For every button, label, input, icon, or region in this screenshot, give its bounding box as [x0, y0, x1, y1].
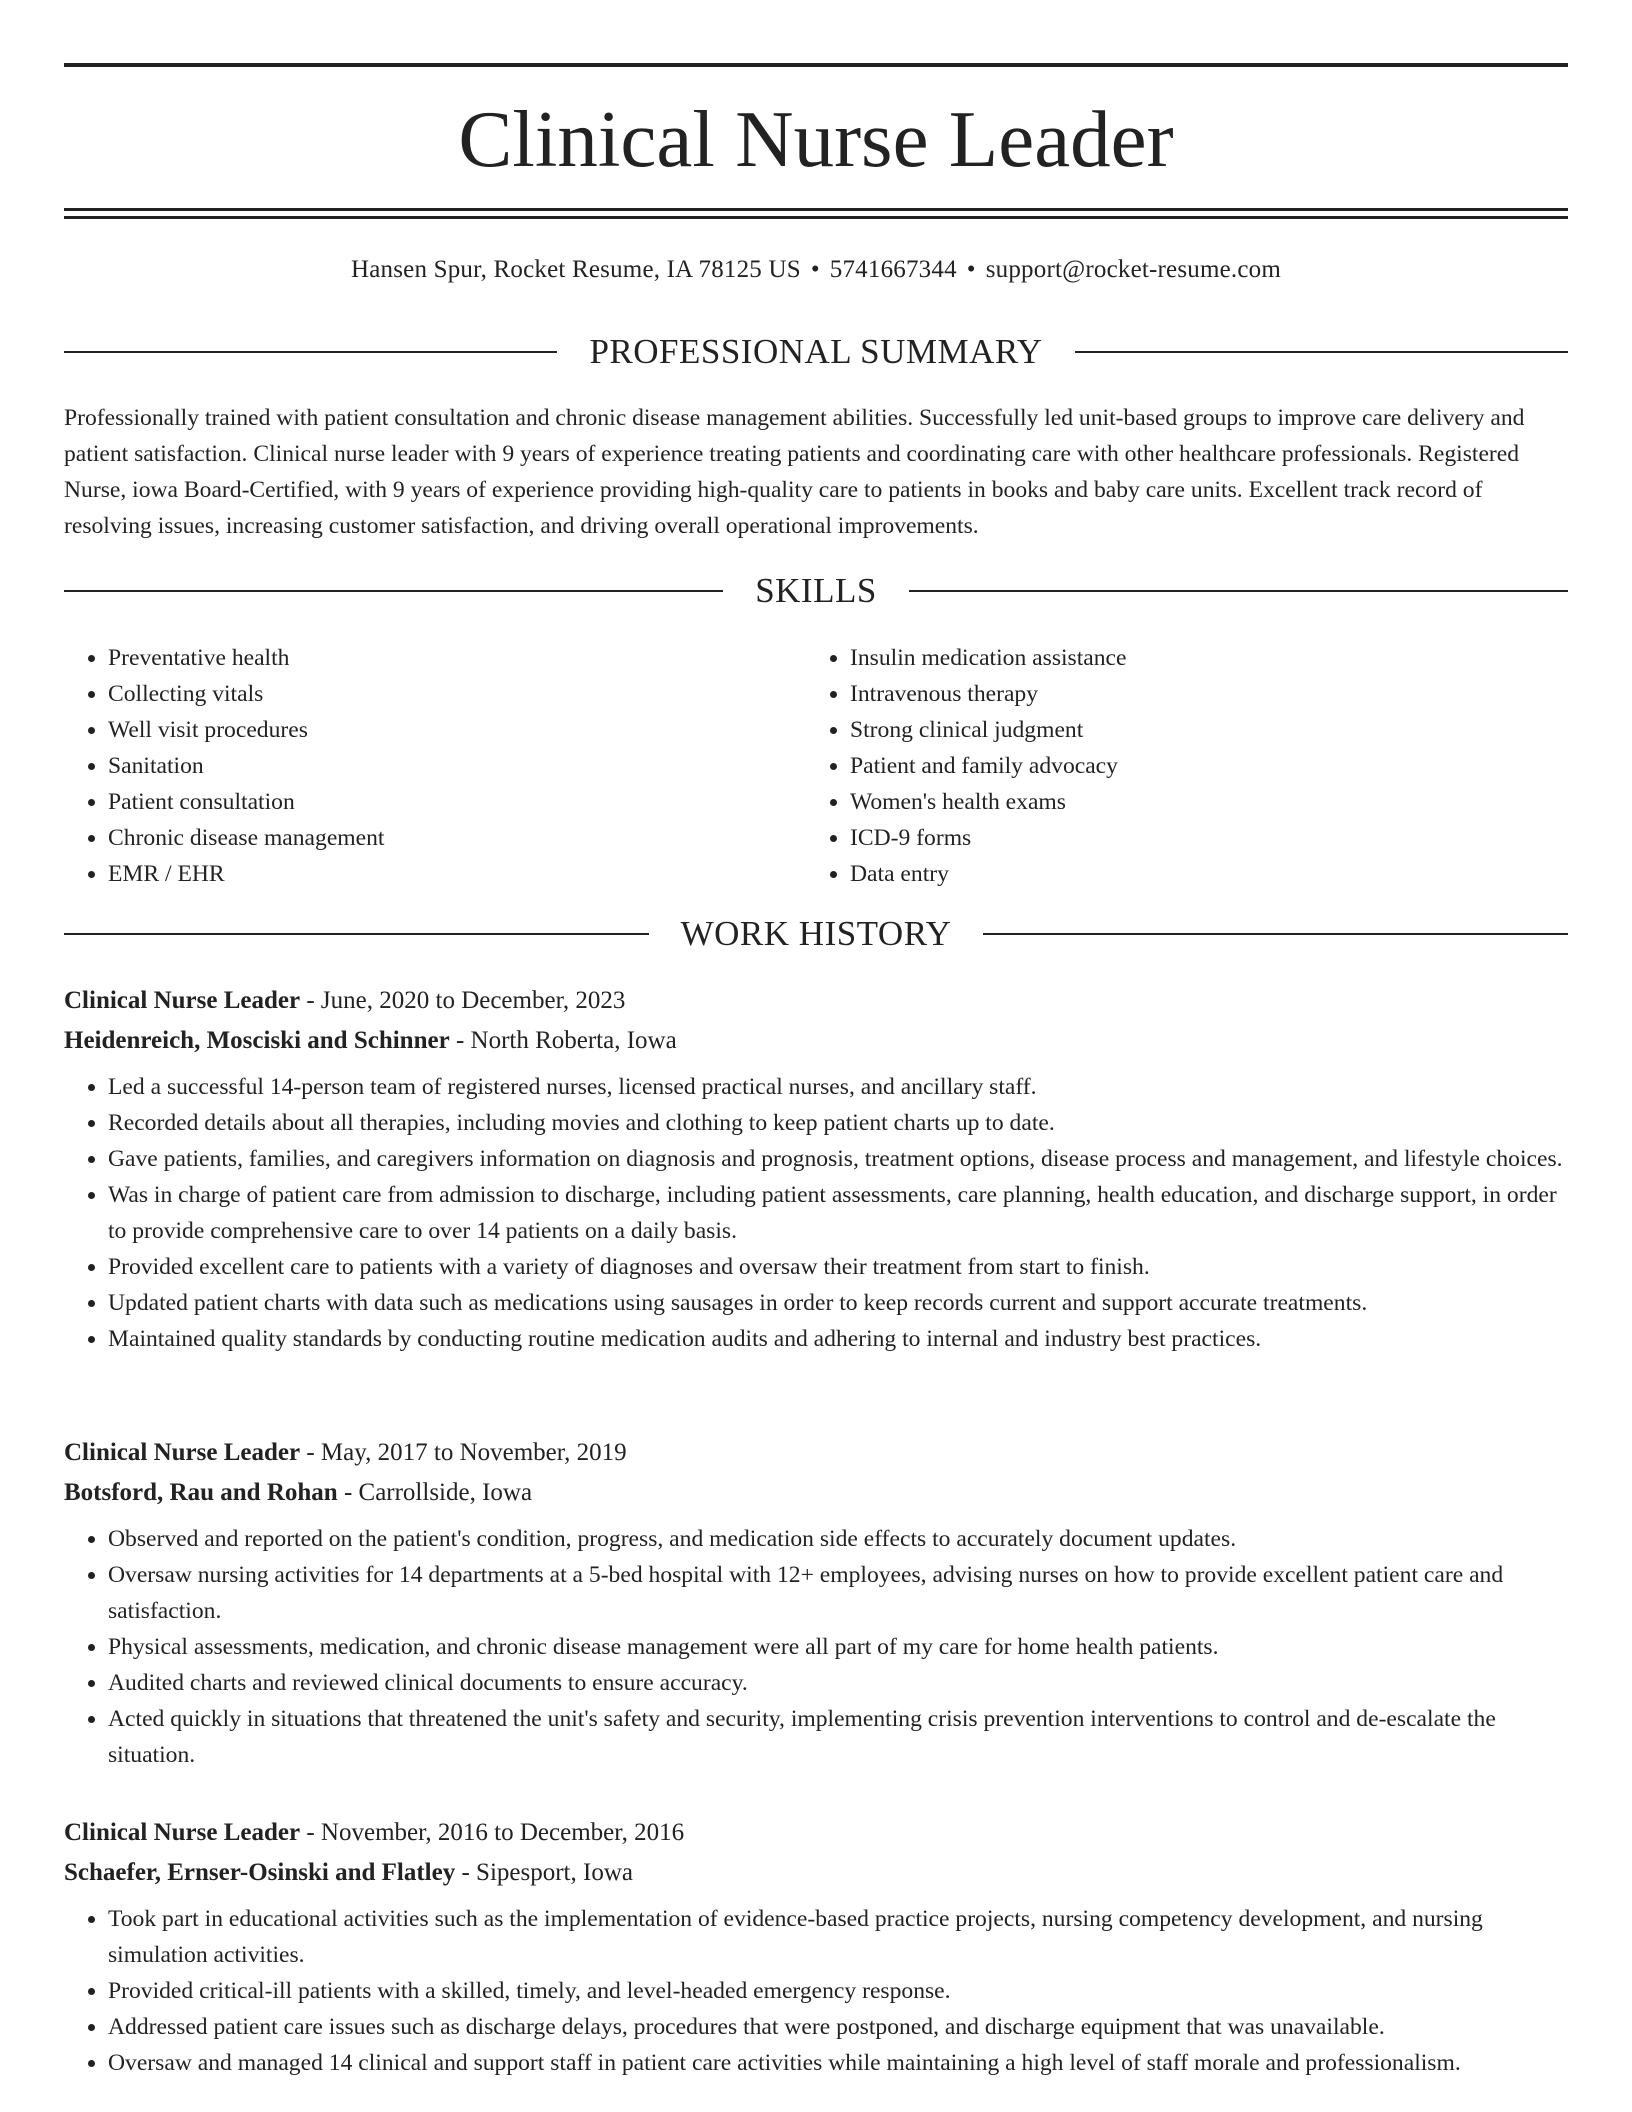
work-history-heading-label: WORK HISTORY [680, 914, 952, 953]
skill-item: • Data entry [850, 856, 1568, 892]
job-company-row [64, 1853, 1568, 1893]
skill-item: • Chronic disease management [108, 820, 806, 856]
job-bullet: • Gave patients, families, and caregivers information on diagnosis and prognosis, treatment options, disease process and management, and lifestyle choices. [108, 1141, 1568, 1177]
job-entry [64, 981, 1568, 1357]
summary-heading [64, 332, 1568, 372]
job-bullet: • Led a successful 14-person team of registered nurses, licensed practical nurses, and ancillary staff. [108, 1069, 1568, 1105]
job-bullet: • Recorded details about all therapies, including movies and clothing to keep patient charts up to date. [108, 1105, 1568, 1141]
work-history-heading [64, 914, 1568, 954]
skill-item: • Preventative health [108, 640, 806, 676]
heading-rule-right [1075, 351, 1568, 353]
skill-item: • Patient and family advocacy [850, 748, 1568, 784]
skills-heading [64, 571, 1568, 611]
job-bullet: • Provided critical-ill patients with a skilled, timely, and level-headed emergency response. [108, 1973, 1568, 2009]
contact-address: Hansen Spur, Rocket Resume, IA 78125 US [350, 256, 801, 283]
skill-item: • Insulin medication assistance [850, 640, 1568, 676]
job-bullet: • Acted quickly in situations that threatened the unit's safety and security, implementing crisis prevention interventions to control and de-escalate the situation. [108, 1701, 1568, 1773]
job-title-row [64, 981, 1568, 1021]
job-bullet: • Provided excellent care to patients with a variety of diagnoses and oversaw their treatment from start to finish. [108, 1249, 1568, 1285]
job-bullet: • Physical assessments, medication, and chronic disease management were all part of my care for home health patients. [108, 1629, 1568, 1665]
job-bullet: • Maintained quality standards by conducting routine medication audits and adhering to internal and industry best practices. [108, 1321, 1568, 1357]
job-title-row [64, 1813, 1568, 1853]
job-bullets [64, 1521, 1568, 1773]
job-location: - North Roberta, Iowa [449, 1027, 677, 1054]
contact-email: support@rocket-resume.com [985, 256, 1282, 283]
contact-phone: 5741667344 [829, 256, 957, 283]
job-company: Schaefer, Ernser-Osinski and Flatley [64, 1859, 456, 1886]
job-company: Botsford, Rau and Rohan [64, 1479, 338, 1506]
job-bullet: • Oversaw nursing activities for 14 departments at a 5-bed hospital with 12+ employees, advising nurses on how to provide excellent patient care and satisfaction. [108, 1557, 1568, 1629]
skills-column-right [806, 640, 1568, 892]
header-rule-upper [64, 208, 1568, 211]
job-dates: - June, 2020 to December, 2023 [300, 987, 626, 1014]
skill-item: • Sanitation [108, 748, 806, 784]
job-title-row [64, 1433, 1568, 1473]
job-bullet: • Audited charts and reviewed clinical documents to ensure accuracy. [108, 1665, 1568, 1701]
resume-name: Clinical Nurse Leader [458, 94, 1174, 184]
job-title: Clinical Nurse Leader [64, 987, 301, 1014]
skill-item: • Intravenous therapy [850, 676, 1568, 712]
skill-item: • Well visit procedures [108, 712, 806, 748]
contact-line [64, 255, 1568, 285]
job-bullets [64, 1069, 1568, 1357]
skill-item: • EMR / EHR [108, 856, 806, 892]
job-bullet: • Was in charge of patient care from admission to discharge, including patient assessments, care planning, health education, and discharge support, in order to provide comprehensive care to over 14 patients on a daily basis. [108, 1177, 1568, 1249]
job-location: - Carrollside, Iowa [337, 1479, 533, 1506]
job-company-row [64, 1021, 1568, 1061]
heading-rule-right [983, 933, 1568, 935]
skills-list [64, 640, 1568, 892]
job-bullet: • Updated patient charts with data such as medications using sausages in order to keep records current and support accurate treatments. [108, 1285, 1568, 1321]
heading-rule-right [909, 590, 1568, 592]
job-location: - Sipesport, Iowa [455, 1859, 633, 1886]
job-entry [64, 1433, 1568, 1773]
job-bullet: • Took part in educational activities such as the implementation of evidence-based practice projects, nursing competency development, and nursing simulation activities. [108, 1901, 1568, 1973]
job-title: Clinical Nurse Leader [64, 1819, 301, 1846]
job-bullet: • Addressed patient care issues such as discharge delays, procedures that were postponed, and discharge equipment that was unavailable. [108, 2009, 1568, 2045]
header-rule-lower [64, 216, 1568, 219]
skills-column-left [64, 640, 806, 892]
skill-item: • Women's health exams [850, 784, 1568, 820]
job-title: Clinical Nurse Leader [64, 1439, 301, 1466]
heading-rule-left [64, 590, 723, 592]
skill-item: • Strong clinical judgment [850, 712, 1568, 748]
job-bullet: • Oversaw and managed 14 clinical and support staff in patient care activities while maintaining a high level of staff morale and professionalism. [108, 2045, 1568, 2081]
job-bullets [64, 1901, 1568, 2081]
job-company-row [64, 1473, 1568, 1513]
heading-rule-left [64, 351, 557, 353]
heading-rule-left [64, 933, 649, 935]
summary-heading-label: PROFESSIONAL SUMMARY [589, 332, 1043, 371]
job-bullet: • Observed and reported on the patient's condition, progress, and medication side effects to accurately document updates. [108, 1521, 1568, 1557]
job-dates: - November, 2016 to December, 2016 [300, 1819, 685, 1846]
skill-item: • Collecting vitals [108, 676, 806, 712]
skill-item: • ICD-9 forms [850, 820, 1568, 856]
contact-separator: • [810, 256, 820, 283]
skill-item: • Patient consultation [108, 784, 806, 820]
header-top-rule [64, 63, 1568, 67]
job-company: Heidenreich, Mosciski and Schinner [64, 1027, 450, 1054]
job-entry [64, 1813, 1568, 2081]
job-dates: - May, 2017 to November, 2019 [300, 1439, 627, 1466]
skills-heading-label: SKILLS [755, 571, 877, 610]
summary-text: Professionally trained with patient consultation and chronic disease management abilities. Successfully led unit-based groups to improve care delivery and patient satisfaction. Clinical nurse leader with 9 years of experience treating patients and coordinating care with other healthcare professionals. Registered Nurse, iowa Board-Certified, with 9 years of experience providing high-quality care to patients in books and baby care units. Excellent track record of resolving issues, increasing customer satisfaction, and driving overall operational improvements. [64, 405, 1525, 539]
contact-separator: • [966, 256, 976, 283]
